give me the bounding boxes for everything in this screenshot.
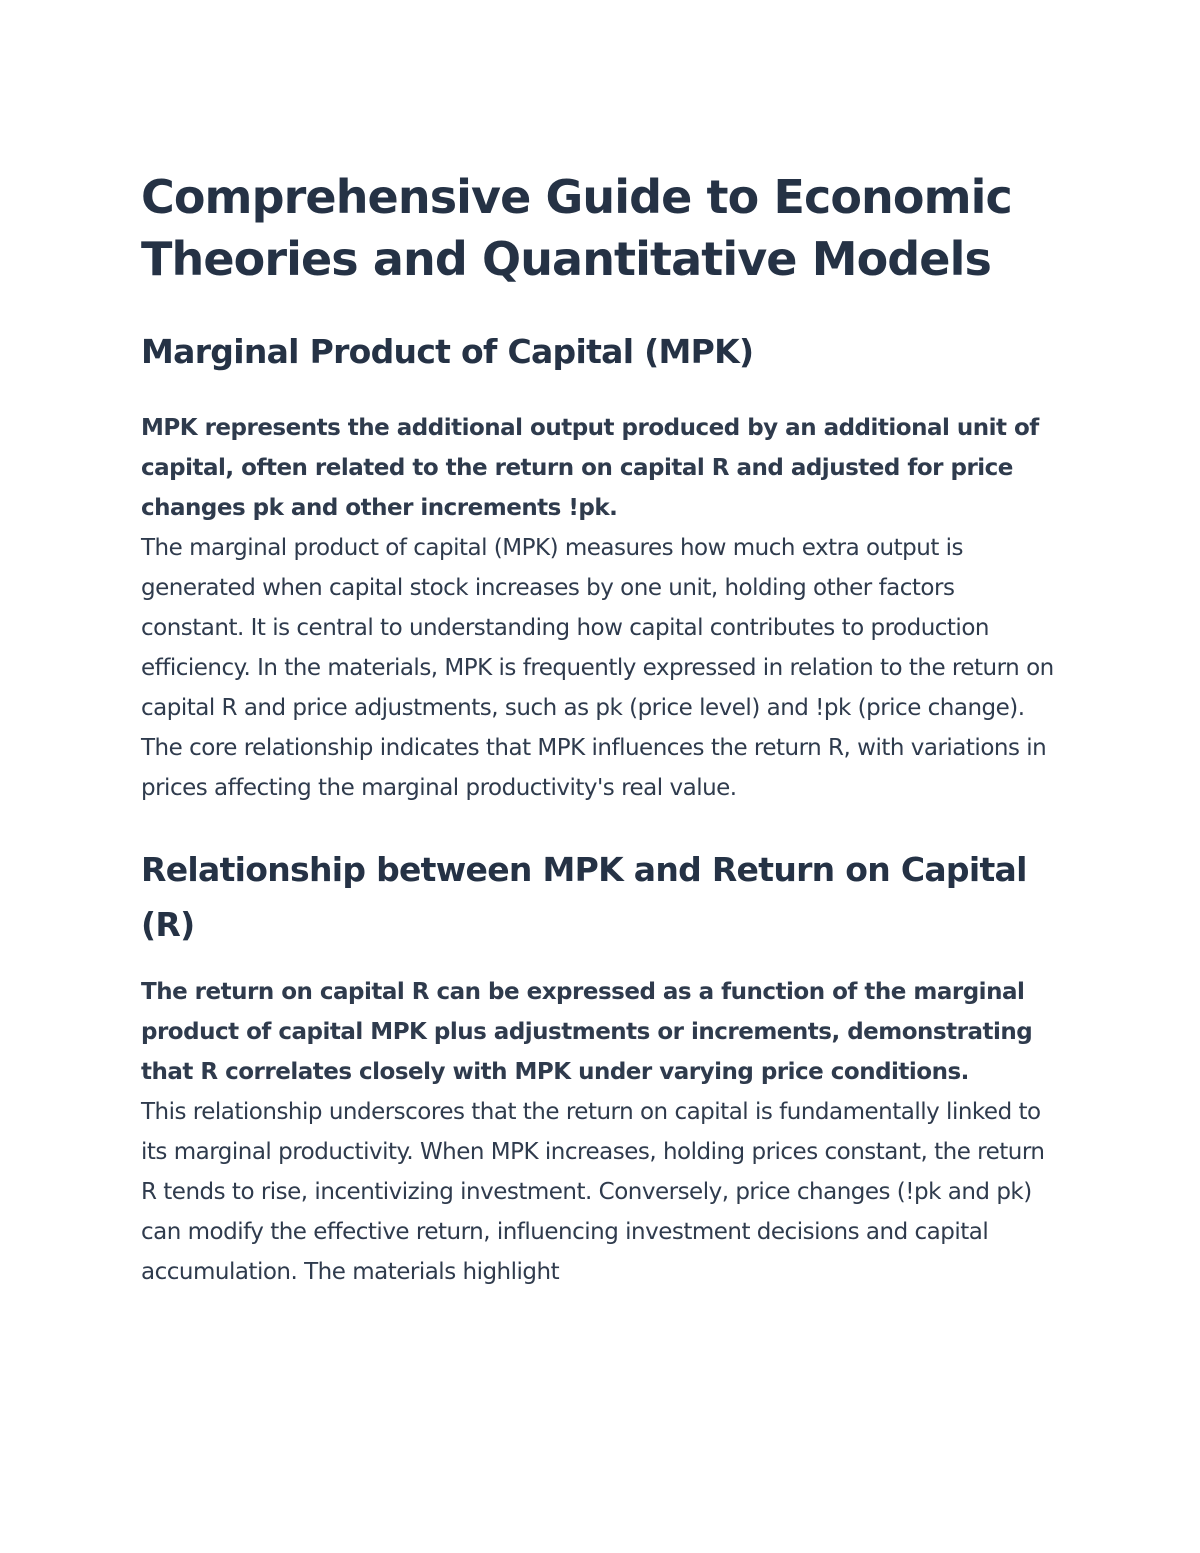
section-body: This relationship underscores that the return on capital is fundamentally linked to its marginal productivity. When MPK increases, holding prices constant, the return R tends to rise, incentivizing investment. Conversely, price changes (!pk and pk) can modify the effective return, influencing investment decisions and capital accumulation. The materials highlight: [141, 1099, 1045, 1285]
section-mpk: [141, 324, 1061, 808]
section-summary: MPK represents the additional output produced by an additional unit of capital, often related to the return on capital R and adjusted for price changes pk and other increments !pk.: [141, 415, 1039, 521]
document-title: Comprehensive Guide to Economic Theories and Quantitative Models: [141, 170, 1012, 286]
section-body: The marginal product of capital (MPK) measures how much extra output is generated when capital stock increases by one unit, holding other factors constant. It is central to understanding how capital contributes to production efficiency. In the materials, MPK is frequently expressed in relation to the return on capital R and price adjustments, such as pk (price level) and !pk (price change). The core relationship indicates that MPK influences the return R, with variations in prices affecting the marginal productivity's real value.: [141, 535, 1054, 801]
document-page: [141, 166, 1061, 1292]
section-summary: The return on capital R can be expressed as a function of the marginal product of capital MPK plus adjustments or increments, demonstrating that R correlates closely with MPK under varying price conditions.: [141, 979, 1033, 1085]
section-mpk-return-relationship: [141, 842, 1061, 1292]
section-heading: Marginal Product of Capital (MPK): [141, 332, 754, 371]
section-heading: Relationship between MPK and Return on Capital (R): [141, 850, 1027, 944]
